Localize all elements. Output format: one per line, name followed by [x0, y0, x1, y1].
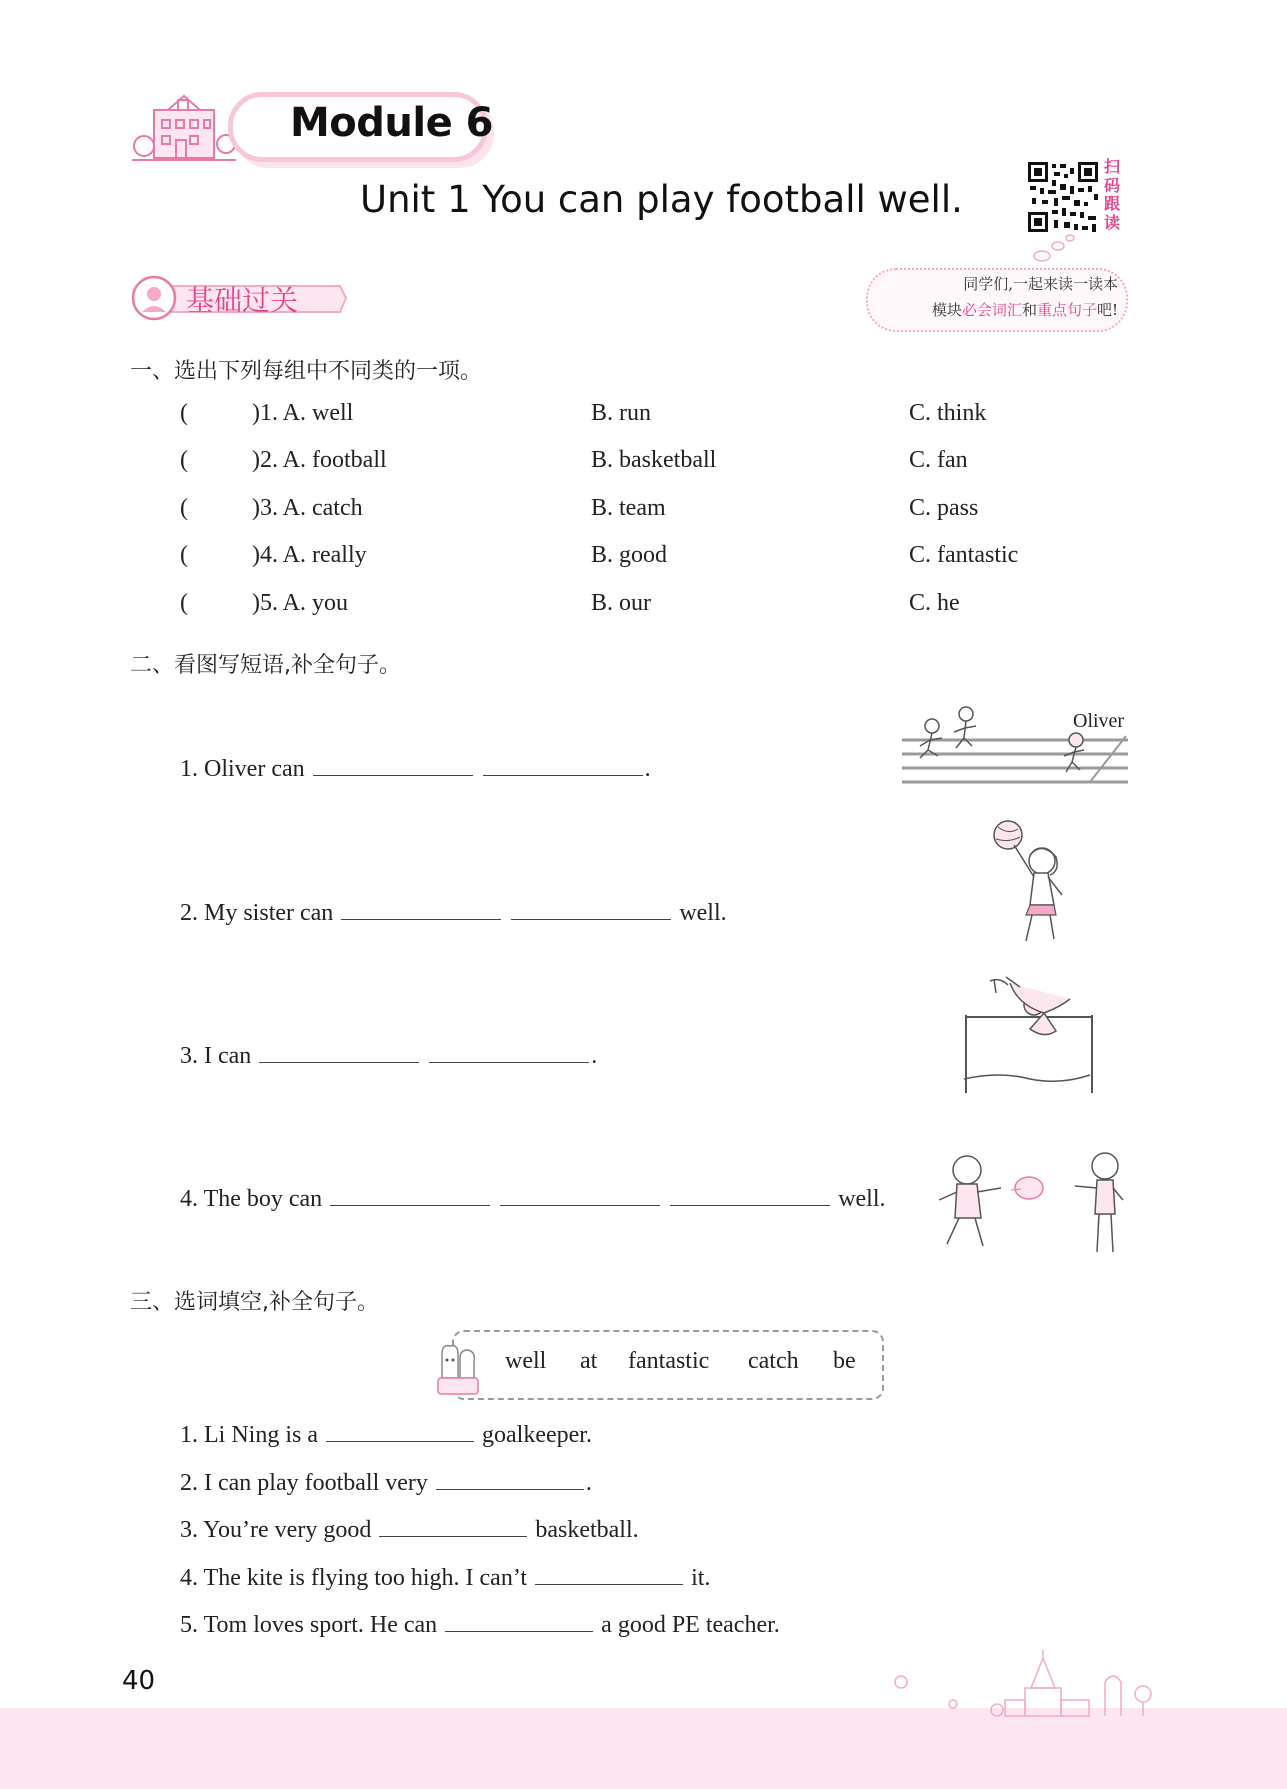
answer-blank[interactable]	[500, 1181, 660, 1206]
part1-item-1: ( )1. A. well	[180, 400, 354, 426]
qr-label: 扫 码 跟 读	[1104, 157, 1121, 232]
part2-item-4: 4. The boy can well.	[180, 1181, 886, 1213]
high-jump-illustration	[960, 975, 1095, 1095]
answer-blank[interactable]	[330, 1181, 490, 1206]
section-label: 基础过关	[186, 284, 299, 317]
part2-item-3: 3. I can .	[180, 1038, 597, 1070]
part1-item-4: ( )4. A. really	[180, 542, 367, 568]
answer-blank[interactable]	[379, 1512, 527, 1537]
unit-title: Unit 1 You can play football well.	[360, 178, 963, 221]
word-bank-item: catch	[748, 1348, 799, 1374]
word-bank-item: at	[580, 1348, 598, 1374]
word-bank-item: fantastic	[628, 1348, 710, 1374]
part1-item-1-b: B. run	[591, 400, 651, 426]
part2-heading: 二、看图写短语,补全句子。	[130, 653, 401, 678]
children-catch-illustration	[925, 1140, 1130, 1260]
module-title: Module 6	[290, 100, 493, 146]
footer-band	[0, 1708, 1287, 1789]
answer-blank[interactable]	[326, 1417, 474, 1442]
answer-blank[interactable]	[313, 751, 473, 776]
part1-item-5-c: C. he	[909, 590, 960, 616]
word-bank-item: well	[505, 1348, 547, 1374]
answer-blank[interactable]	[259, 1038, 419, 1063]
part1-item-2-b: B. basketball	[591, 447, 717, 473]
part1-item-5: ( )5. A. you	[180, 590, 348, 616]
answer-blank[interactable]	[483, 751, 643, 776]
thought-dots-icon	[1030, 232, 1080, 262]
part1-item-2-c: C. fan	[909, 447, 968, 473]
part3-item-5: 5. Tom loves sport. He can a good PE teacher.	[180, 1607, 780, 1639]
part3-item-1: 1. Li Ning is a goalkeeper.	[180, 1417, 592, 1449]
word-bank-item: be	[833, 1348, 856, 1374]
answer-blank[interactable]	[445, 1607, 593, 1632]
part3-heading: 三、选词填空,补全句子。	[130, 1290, 379, 1315]
part1-item-3-c: C. pass	[909, 495, 979, 521]
answer-blank[interactable]	[511, 895, 671, 920]
part3-item-2: 2. I can play football very .	[180, 1465, 592, 1497]
part1-item-3: ( )3. A. catch	[180, 495, 363, 521]
girl-basketball-illustration	[990, 815, 1080, 950]
part2-item-2: 2. My sister can well.	[180, 895, 727, 927]
answer-blank[interactable]	[670, 1181, 830, 1206]
oliver-label: Oliver	[1073, 710, 1125, 732]
part1-item-5-b: B. our	[591, 590, 651, 616]
part1-item-4-c: C. fantastic	[909, 542, 1019, 568]
answer-blank[interactable]	[429, 1038, 589, 1063]
page-number: 40	[122, 1666, 156, 1696]
school-building-icon	[128, 88, 238, 168]
answer-blank[interactable]	[436, 1465, 584, 1490]
part1-item-4-b: B. good	[591, 542, 668, 568]
qr-code-icon[interactable]	[1026, 160, 1100, 234]
tip-text: 同学们,一起来读一读本 模块必会词汇和重点句子吧!	[931, 275, 1118, 319]
part1-heading: 一、选出下列每组中不同类的一项。	[130, 359, 483, 384]
answer-blank[interactable]	[535, 1560, 683, 1585]
part3-item-3: 3. You’re very good basketball.	[180, 1512, 639, 1544]
cactus-icon	[430, 1342, 482, 1398]
part2-item-1: 1. Oliver can .	[180, 751, 651, 783]
part1-item-3-b: B. team	[591, 495, 666, 521]
part1-item-1-c: C. think	[909, 400, 987, 426]
part1-item-2: ( )2. A. football	[180, 447, 387, 473]
footer-castle-icon	[885, 1648, 1175, 1718]
answer-blank[interactable]	[341, 895, 501, 920]
part3-item-4: 4. The kite is flying too high. I can’t it.	[180, 1560, 710, 1592]
